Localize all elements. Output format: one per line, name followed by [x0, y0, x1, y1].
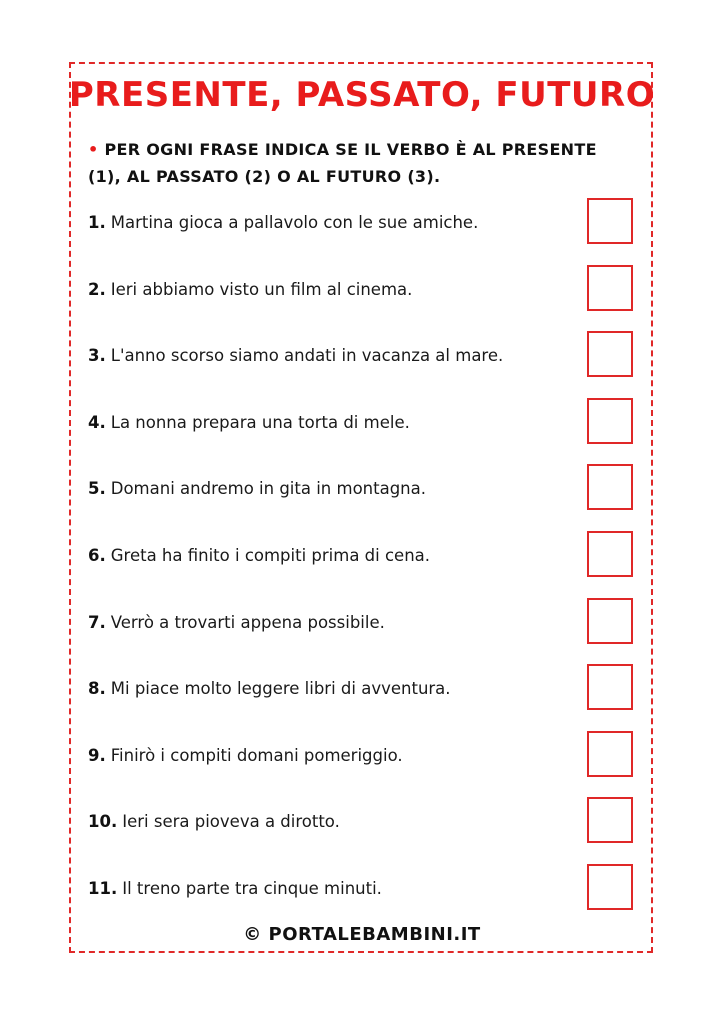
item-number: 9.: [88, 745, 106, 765]
exercise-item: [88, 797, 640, 864]
exercise-item: [88, 265, 640, 332]
answer-box[interactable]: [587, 531, 633, 577]
exercise-item: [88, 531, 640, 598]
item-sentence: La nonna prepara una torta di mele.: [110, 412, 410, 432]
item-sentence: Finirò i compiti domani pomeriggio.: [110, 745, 403, 765]
instruction: [88, 136, 628, 190]
exercise-item: [88, 664, 640, 731]
item-sentence: Greta ha finito i compiti prima di cena.: [110, 545, 431, 565]
item-sentence: Ieri abbiamo visto un film al cinema.: [110, 279, 413, 299]
answer-box[interactable]: [587, 664, 633, 710]
item-number: 4.: [88, 412, 106, 432]
item-sentence: Domani andremo in gita in montagna.: [110, 479, 426, 499]
exercise-item: [88, 198, 640, 265]
answer-box[interactable]: [587, 864, 633, 910]
item-sentence: Verrò a trovarti appena possibile.: [110, 612, 385, 632]
answer-box[interactable]: [587, 265, 633, 311]
item-number: 2.: [88, 279, 106, 299]
answer-box[interactable]: [587, 198, 633, 244]
item-number: 1.: [88, 213, 106, 232]
item-number: 8.: [88, 679, 106, 699]
copyright-footer: © PORTALEBAMBINI.IT: [243, 924, 481, 945]
answer-box[interactable]: [587, 398, 633, 444]
item-sentence: Ieri sera pioveva a dirotto.: [122, 812, 340, 832]
item-number: 7.: [88, 612, 106, 632]
page-title: PRESENTE, PASSATO, FUTURO: [68, 75, 656, 115]
instruction-bullet: •: [88, 140, 99, 159]
item-number: 5.: [88, 479, 106, 499]
item-sentence: Il treno parte tra cinque minuti.: [122, 878, 382, 898]
item-sentence: Mi piace molto leggere libri di avventura.: [110, 679, 451, 699]
exercise-item: [88, 464, 640, 531]
exercise-list: [88, 198, 640, 931]
item-sentence: L'anno scorso siamo andati in vacanza al mare.: [110, 346, 504, 366]
instruction-text: PER OGNI FRASE INDICA SE IL VERBO È AL PRESENTE (1), AL PASSATO (2) O AL FUTURO (3).: [88, 140, 597, 186]
item-number: 6.: [88, 545, 106, 565]
answer-box[interactable]: [587, 331, 633, 377]
item-number: 10.: [88, 812, 118, 832]
item-number: 11.: [88, 878, 118, 898]
answer-box[interactable]: [587, 731, 633, 777]
exercise-item: [88, 731, 640, 798]
item-sentence: Martina gioca a pallavolo con le sue amiche.: [110, 213, 479, 232]
exercise-item: [88, 598, 640, 665]
answer-box[interactable]: [587, 464, 633, 510]
exercise-item: [88, 331, 640, 398]
answer-box[interactable]: [587, 598, 633, 644]
item-number: 3.: [88, 346, 106, 366]
answer-box[interactable]: [587, 797, 633, 843]
exercise-item: [88, 398, 640, 465]
